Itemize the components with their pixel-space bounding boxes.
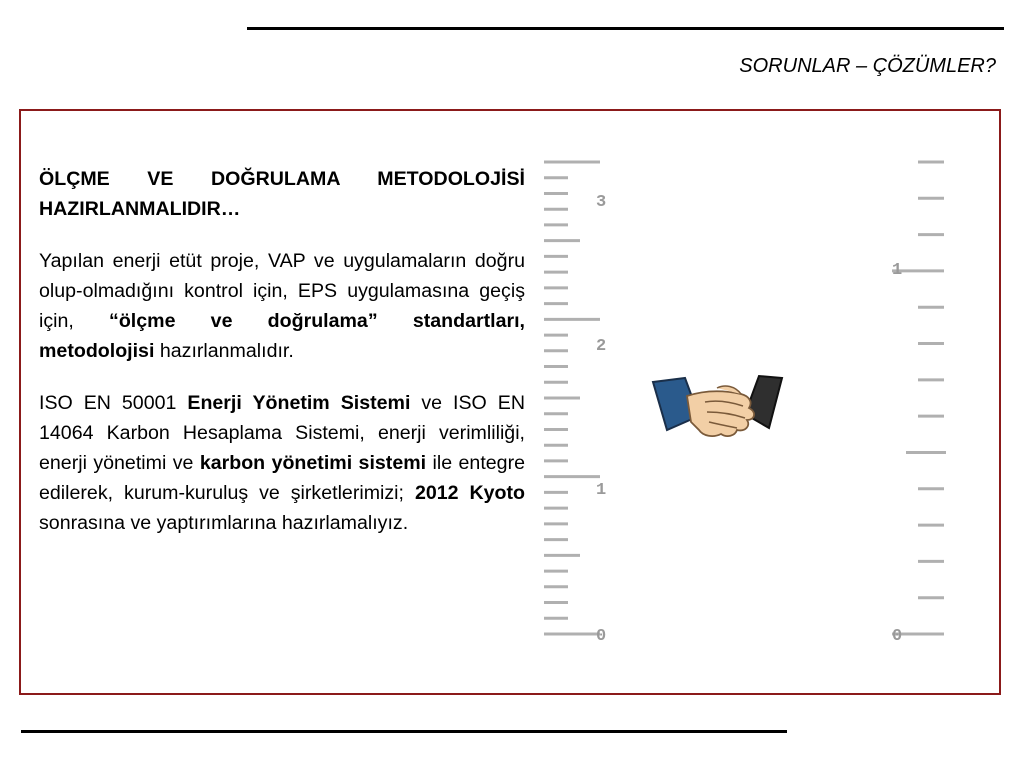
left-ruler-ticks [544, 162, 600, 634]
p2-text-e: ile entegre edilerek, kurum-kuruluş ve şirketlerimizi; [39, 452, 525, 504]
p2-text-a: ISO EN 50001 [39, 392, 188, 414]
left-scale-label-1: 1 [596, 481, 607, 500]
heading [39, 164, 525, 224]
right-scale-label-0: 0 [892, 627, 903, 646]
p1-bold: “ölçme ve doğrulama” standartları, metodolojisi [39, 310, 525, 362]
text-column [39, 164, 525, 560]
handshake-icon [645, 372, 790, 452]
p2-bold-kyoto: 2012 Kyoto [414, 482, 525, 504]
heading-text: ÖLÇME VE DOĞRULAMA METODOLOJİSİ HAZIRLANMALIDIR… [39, 168, 525, 220]
p2-bold-ems: Enerji Yönetim Sistemi [187, 392, 411, 414]
paragraph-1 [39, 246, 525, 366]
left-scale-label-3: 3 [596, 193, 607, 212]
paragraph-2 [39, 388, 525, 538]
left-scale-label-0: 0 [596, 627, 607, 646]
top-rule [247, 27, 1004, 30]
p1-text-c: hazırlanmalıdır. [154, 340, 294, 362]
p1-text-a: Yapılan enerji etüt proje, VAP ve uygulamaların doğru olup-olmadığını kontrol için, EPS uygulamasına geçiş için, [39, 250, 525, 332]
slide-title: SORUNLAR – ÇÖZÜMLER? [739, 55, 996, 77]
left-scale-label-2: 2 [596, 337, 607, 356]
p2-bold-carbon: karbon yönetimi sistemi [199, 452, 427, 474]
p2-text-c: ve ISO EN 14064 Karbon Hesaplama Sistemi, enerji verimliliği, enerji yönetimi ve [39, 392, 525, 474]
right-ruler-ticks [892, 162, 946, 634]
bottom-rule [21, 730, 787, 733]
p2-text-g: sonrasına ve yaptırımlarına hazırlamalıyız. [39, 512, 409, 534]
right-scale-label-1: 1 [892, 261, 903, 280]
